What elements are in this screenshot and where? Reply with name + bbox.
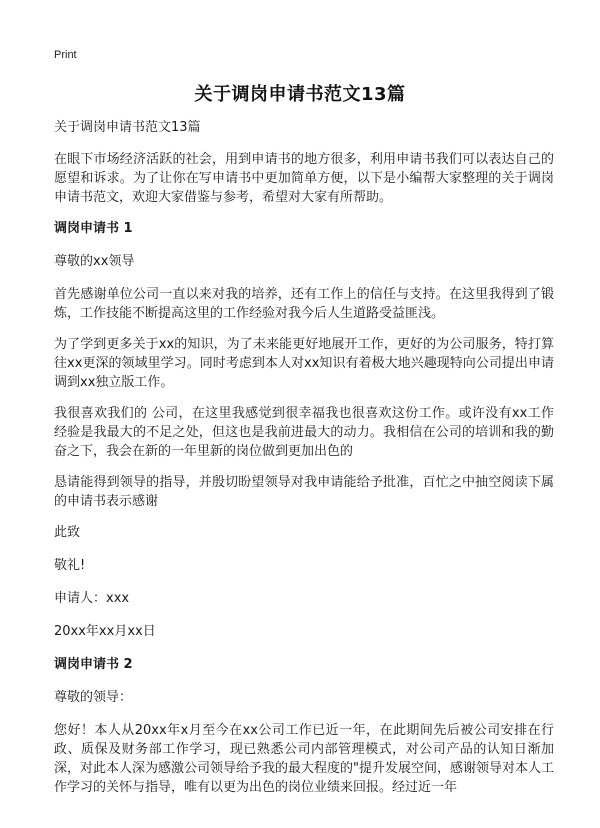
letter-1-date: 20xx年xx月xx日 <box>54 624 156 639</box>
letter-1-heading: 调岗申请书 1 <box>54 221 133 236</box>
letter-2-paragraph: 您好！本人从20xx年x月至今在xx公司工作已近一年，在此期间先后被公司安排在行政、质保及财务部工作学习，现已熟悉公司内部管理模式，对公司产品的认知日渐加深，对此本人深为感激公司领导给予我的最大程度的"提升发展空间，感谢领导对本人工作学习的关怀与指导，唯有以更为出色的岗位业绩来回报。经过近一年 <box>54 723 554 795</box>
intro-paragraph: 在眼下市场经济活跃的社会，用到申请书的地方很多，利用申请书我们可以表达自己的愿望和诉求。为了让你在写申请书中更加简单方便，以下是小编帮大家整理的关于调岗申请书范文，欢迎大家借鉴与参考，希望对大家有所帮助。 <box>54 152 554 205</box>
letter-2-heading: 调岗申请书 2 <box>54 657 133 672</box>
article-subtitle: 关于调岗申请书范文13篇 <box>54 120 201 135</box>
article-body <box>54 118 554 809</box>
letter-1-paragraph: 恳请能得到领导的指导，并殷切盼望领导对我申请能给予批准，百忙之中抽空阅读下属的申请书表示感谢 <box>54 475 554 509</box>
letter-1-closing: 此致 <box>54 525 81 540</box>
letter-1-paragraph: 首先感谢单位公司一直以来对我的培养，还有工作上的信任与支持。在这里我得到了锻炼，工作技能不断提高这里的工作经验对我今后人生道路受益匪浅。 <box>54 287 554 321</box>
print-link[interactable]: Print <box>54 49 77 61</box>
letter-1-regards: 敬礼! <box>54 558 86 573</box>
letter-1-salutation: 尊敬的xx领导 <box>54 254 135 269</box>
letter-1-paragraph: 为了学到更多关于xx的知识，为了未来能更好地展开工作，更好的为公司服务，特打算往xx更深的领域里学习。同时考虑到本人对xx知识有着极大地兴趣现特向公司提出申请调到xx独立版工作。 <box>54 337 554 390</box>
letter-1-paragraph: 我很喜欢我们的 公司，在这里我感觉到很幸福我也很喜欢这份工作。或许没有xx工作经验是我最大的不足之处，但这也是我前进最大的动力。我相信在公司的培训和我的勤奋之下，我会在新的一年里新的岗位做到更加出色的 <box>54 406 554 459</box>
page-title: 关于调岗申请书范文13篇 <box>194 84 406 105</box>
letter-2-salutation: 尊敬的领导： <box>54 690 133 705</box>
letter-1-applicant: 申请人：xxx <box>54 591 130 606</box>
